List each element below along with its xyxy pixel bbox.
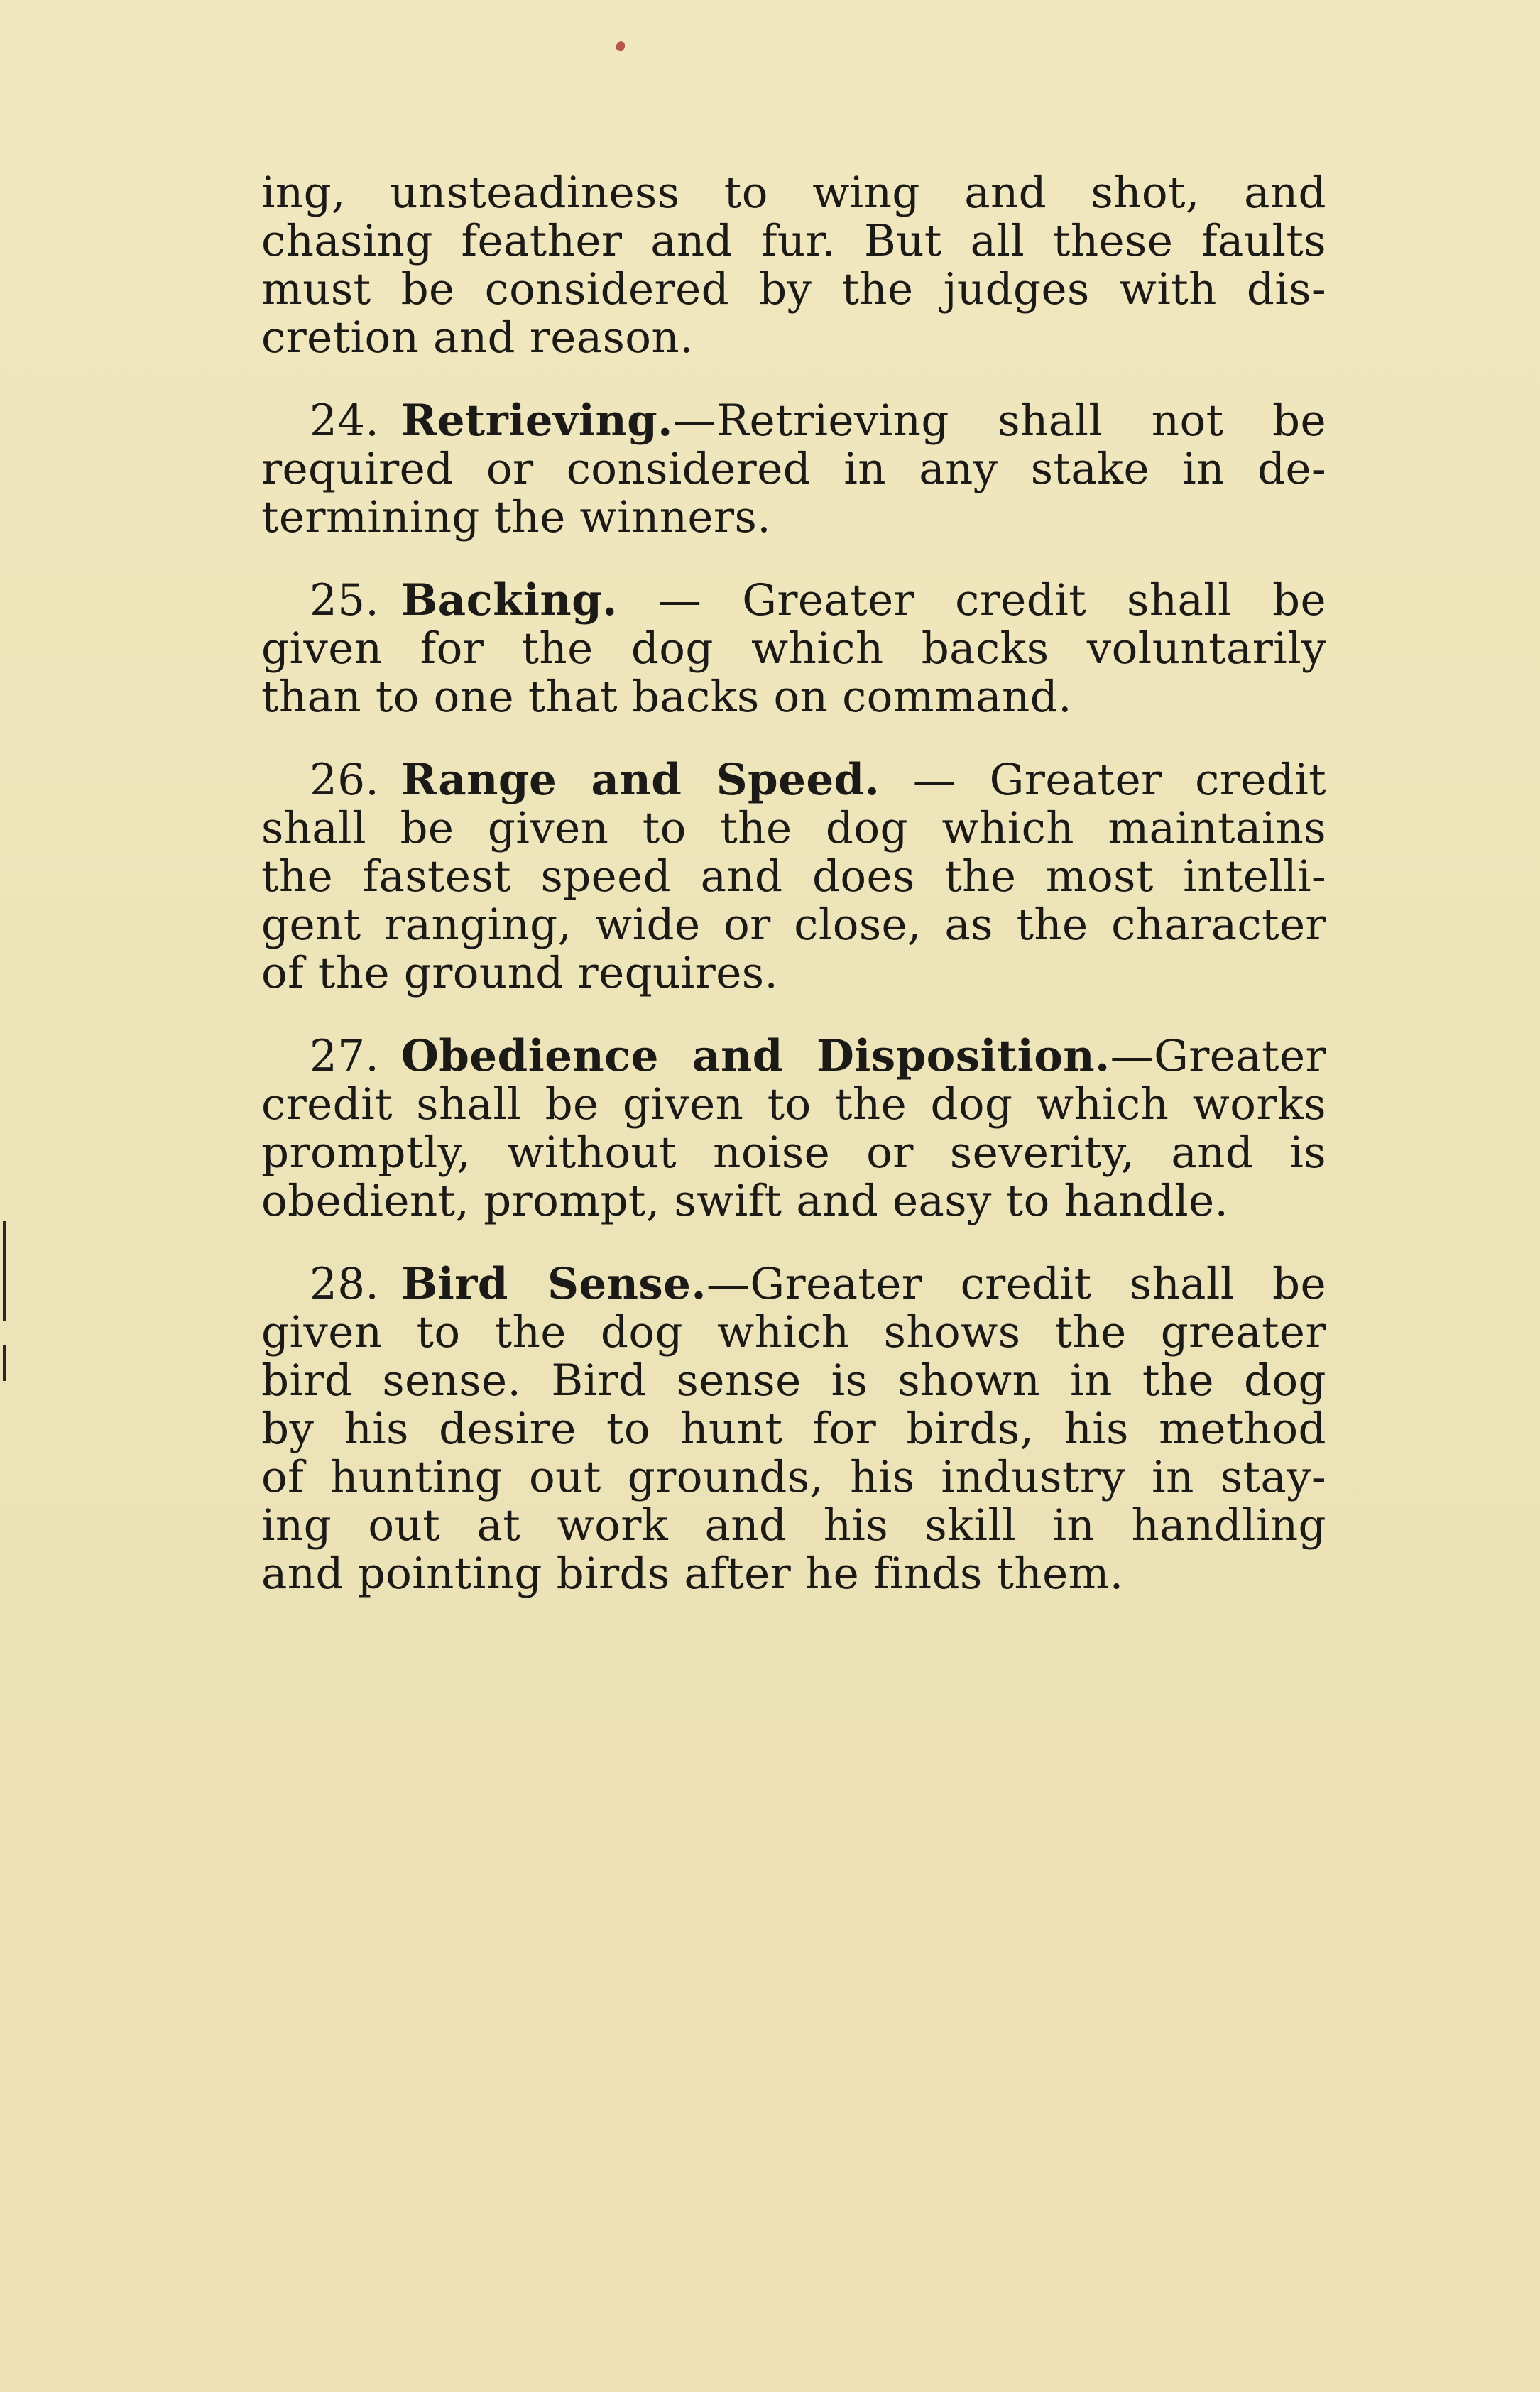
text-line (261, 1032, 1326, 1081)
paragraph-continued (261, 169, 1326, 362)
text-fragment: —Retrieving shall not be (672, 395, 1326, 446)
paragraph-range-and-speed (261, 756, 1326, 998)
text-line (261, 756, 1326, 804)
rule-heading: Retrieving. (400, 395, 673, 446)
text-fragment: —Greater (1110, 1031, 1326, 1081)
rule-heading: Range and Speed. (400, 755, 880, 805)
ink-dot (615, 40, 626, 52)
text-line (261, 1260, 1326, 1309)
paragraph-obedience (261, 1032, 1326, 1225)
rule-number: 24. (310, 395, 380, 446)
rule-number: 28. (310, 1259, 380, 1309)
text-line: promptly, without noise or severity, and is (261, 1127, 1326, 1178)
margin-mark (3, 1345, 6, 1381)
text-line: of the ground requires. (261, 948, 779, 998)
text-line (261, 577, 1326, 625)
text-fragment: — Greater credit shall be (617, 575, 1326, 626)
text-line: than to one that backs on command. (261, 672, 1072, 722)
text-line: credit shall be given to the dog which works (261, 1079, 1326, 1130)
rule-heading: Obedience and Disposition. (400, 1031, 1110, 1081)
text-line: bird sense. Bird sense is shown in the dog (261, 1355, 1326, 1406)
text-fragment: — Greater credit (880, 755, 1327, 805)
paragraph-backing (261, 577, 1326, 721)
margin-mark (3, 1221, 6, 1321)
text-line: shall be given to the dog which maintains (261, 803, 1326, 853)
text-line: gent ranging, wide or close, as the character (261, 900, 1326, 950)
text-line: required or considered in any stake in de- (261, 444, 1326, 494)
text-line: obedient, prompt, swift and easy to handle. (261, 1176, 1229, 1226)
text-line (261, 397, 1326, 445)
rule-number: 25. (310, 575, 380, 626)
rule-number: 27. (310, 1031, 380, 1081)
rule-number: 26. (310, 755, 380, 805)
text-line: the fastest speed and does the most intelli- (261, 851, 1326, 902)
text-line: chasing feather and fur. But all these faults (261, 216, 1326, 266)
rule-heading: Backing. (400, 575, 618, 626)
rule-heading: Bird Sense. (400, 1259, 706, 1309)
text-line: of hunting out grounds, his industry in stay- (261, 1452, 1326, 1502)
text-line: given for the dog which backs voluntarily (261, 623, 1326, 674)
text-line: by his desire to hunt for birds, his method (261, 1404, 1326, 1454)
text-line: termining the winners. (261, 492, 771, 542)
text-line: ing out at work and his skill in handling (261, 1500, 1326, 1551)
text-line: must be considered by the judges with dis- (261, 264, 1326, 315)
text-line: given to the dog which shows the greater (261, 1307, 1326, 1358)
text-line: cretion and reason. (261, 312, 694, 363)
paragraph-retrieving (261, 397, 1326, 542)
page-text (261, 169, 1326, 1598)
text-fragment: —Greater credit shall be (706, 1259, 1326, 1309)
text-line: and pointing birds after he finds them. (261, 1549, 1124, 1599)
paragraph-bird-sense (261, 1260, 1326, 1598)
text-line: ing, unsteadiness to wing and shot, and (261, 168, 1326, 218)
